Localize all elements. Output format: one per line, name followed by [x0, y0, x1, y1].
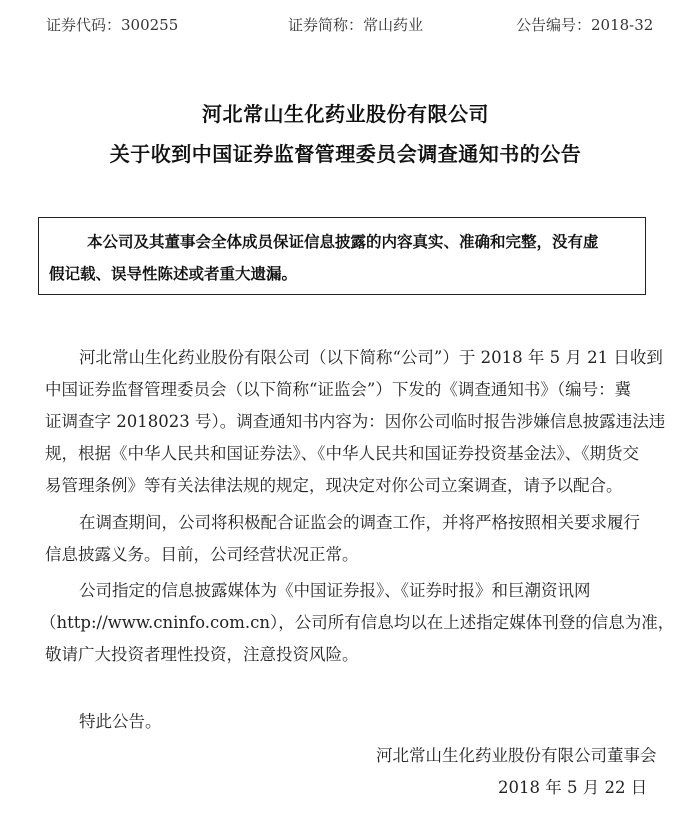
paragraph-line: 河北常山生化药业股份有限公司（以下简称“公司”）于 2018 年 5 月 21 日收到 — [79, 348, 663, 367]
company-title: 河北常山生化药业股份有限公司 — [202, 102, 489, 126]
disclaimer-line: 本公司及其董事会全体成员保证信息披露的内容真实、准确和完整，没有虚 — [87, 233, 599, 251]
paragraph-line: 证调查字 2018023 号）。调查通知书内容为：因你公司临时报告涉嫌信息披露违法违 — [45, 412, 666, 431]
paragraph-line: 规，根据《中华人民共和国证券法》、《中华人民共和国证券投资基金法》、《期货交 — [45, 444, 639, 463]
announcement-number: 公告编号：2018-32 — [516, 16, 654, 34]
announcement-subject: 关于收到中国证券监督管理委员会调查通知书的公告 — [109, 142, 582, 166]
signature-date: 2018 年 5 月 22 日 — [498, 778, 648, 797]
paragraph-line: 信息披露义务。目前，公司经营状况正常。 — [45, 545, 359, 564]
stock-abbreviation: 证券简称：常山药业 — [288, 16, 424, 34]
signature-board: 河北常山生化药业股份有限公司董事会 — [376, 746, 657, 765]
paragraph-line: （http://www.cninfo.com.cn），公司所有信息均以在上述指定媒体刊登的信息为准， — [40, 613, 675, 632]
disclaimer-line: 假记载、误导性陈述或者重大遗漏。 — [49, 265, 298, 283]
paragraph-line: 在调查期间，公司将积极配合证监会的调查工作，并将严格按照相关要求履行 — [79, 513, 640, 532]
paragraph-line: 敬请广大投资者理性投资，注意投资风险。 — [45, 645, 359, 664]
disclaimer-box — [38, 217, 646, 295]
paragraph-line: 中国证券监督管理委员会（以下简称“证监会”）下发的《调查通知书》（编号：冀 — [45, 380, 632, 399]
closing-line: 特此公告。 — [79, 712, 162, 731]
paragraph-line: 公司指定的信息披露媒体为《中国证券报》、《证券时报》和巨潮资讯网 — [79, 581, 591, 600]
document-header — [0, 14, 691, 38]
stock-code: 证券代码：300255 — [46, 16, 179, 34]
paragraph-line: 易管理条例》等有关法律法规的规定，现决定对你公司立案调查，请予以配合。 — [45, 476, 623, 495]
